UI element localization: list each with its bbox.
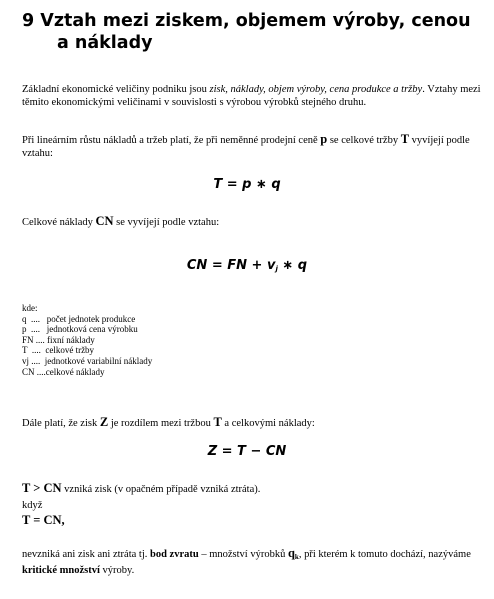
symbol-CN: CN [95, 214, 114, 228]
revenue-text-3: vyvíjejí podle vztahu: [22, 135, 470, 159]
break-even-paragraph [22, 547, 487, 577]
revenue-paragraph [22, 133, 487, 160]
condition-symbols: T > CN [22, 481, 62, 495]
heading-line-1: 9 Vztah mezi ziskem, objemem výroby, cenou [22, 11, 471, 31]
profit-paragraph [22, 416, 487, 430]
final-text: nevzniká ani zisk ani ztráta tj. [22, 549, 150, 560]
intro-text-end: . Vztahy mezi těmito ekonomickými veličinami v souvislosti s výrobou výrobků stejného druhu. [22, 84, 481, 108]
final-text-4: výroby. [99, 565, 135, 576]
final-text-2: – množství výrobků [198, 549, 288, 560]
legend-title: kde: [22, 303, 38, 313]
formula-costs-sub: j [275, 265, 278, 273]
legend-item: q .... počet jednotek produkce [22, 313, 136, 324]
costs-paragraph [22, 215, 487, 229]
when-label: když [22, 500, 43, 511]
costs-text: Celkové náklady [22, 217, 96, 228]
legend-item: FN .... fixní náklady [22, 334, 95, 345]
formula-costs-left: CN = FN + v [186, 258, 276, 273]
intro-text: Základní ekonomické veličiny podniku jsou [22, 84, 210, 95]
symbol-q: q [287, 546, 295, 560]
critical-quantity-term: kritické množství [22, 565, 100, 576]
profit-text-2: je rozdílem mezi tržbou [108, 418, 214, 429]
break-even-term: bod zvratu [150, 549, 199, 560]
symbol-q-sub: k [294, 553, 299, 561]
revenue-text: Při lineárním růstu nákladů a tržeb platí, že při neměnné prodejní ceně [22, 135, 321, 146]
intro-paragraph [22, 83, 487, 109]
final-text-3: , při kterém k tomuto dochází, nazýváme [298, 549, 471, 560]
break-even-condition: T = CN, [22, 513, 65, 527]
legend-item: CN ....celkové náklady [22, 366, 105, 377]
revenue-text-2: se celkové tržby [327, 135, 401, 146]
condition-text: vzniká zisk (v opačném případě vzniká ztráta). [61, 484, 261, 495]
formula-costs [0, 258, 494, 273]
formula-costs-right: ∗ q [277, 258, 308, 273]
legend-item: vj .... jednotkové variabilní náklady [22, 355, 153, 366]
costs-text-2: se vyvíjejí podle vztahu: [113, 217, 220, 228]
symbol-legend [22, 303, 152, 377]
profit-text-3: a celkovými náklady: [221, 418, 315, 429]
legend-item: p .... jednotková cena výrobku [22, 324, 138, 335]
symbol-Z: Z [99, 415, 109, 429]
symbol-p: p [320, 132, 328, 146]
chapter-heading [22, 10, 482, 54]
heading-line-2: a náklady [57, 33, 153, 53]
profit-condition [22, 482, 487, 496]
intro-italic-terms: zisk, náklady, objem výroby, cena produkce a tržby [209, 84, 423, 95]
symbol-T: T [400, 132, 410, 146]
formula-profit: Z = T − CN [207, 444, 287, 459]
formula-revenue: T = p ∗ q [213, 177, 281, 192]
legend-item: T .... celkové tržby [22, 345, 95, 356]
symbol-T: T [213, 415, 222, 429]
profit-text: Dále platí, že zisk [22, 418, 100, 429]
